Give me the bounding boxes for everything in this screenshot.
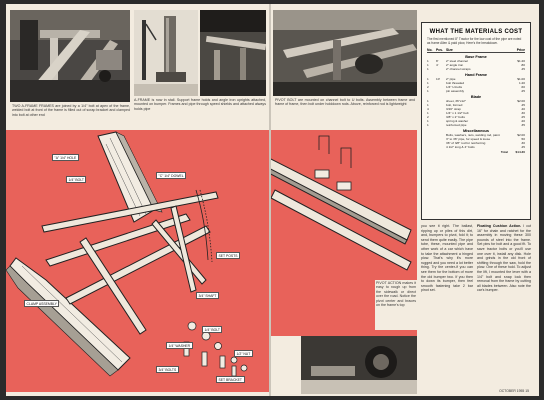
exploded-diagram-left: [6, 130, 269, 392]
photo-tractor-graphic: [301, 336, 417, 394]
materials-row: [427, 67, 525, 71]
cell-price: $2.00: [517, 99, 525, 104]
cell-no: [427, 145, 436, 149]
cell-price: .40: [520, 107, 525, 112]
total-value: $14.30: [515, 150, 525, 155]
materials-title: WHAT THE MATERIALS COST: [429, 29, 523, 35]
cell-price: .30: [520, 141, 525, 146]
label-shaft: 3/4" SHAFT: [196, 292, 219, 299]
caption-a-frames: TWO A-FRAME FRAMES are joined by a 1/4" bolt at apex of the frame, welded bolt at front of the frame is filled out of scrap bracket and clamped into bolt at other end: [12, 104, 130, 117]
cell-price: 1.20: [518, 81, 525, 86]
cell-price: $1.20: [517, 59, 525, 64]
materials-header-row: [427, 48, 525, 54]
photo-frame-on-bumper: [200, 10, 266, 96]
caption-pivot-bolt: PIVOT BOLT are mounted on channel bolt to U bolts. Assembly between frame and frame of frame, then bolt under holddown rods. Above, reinforced rod is lightweight: [275, 98, 415, 107]
cell-no: 4: [427, 107, 429, 112]
cell-price: .45: [520, 103, 525, 108]
label-bolt-2: 1/4" BOLT: [202, 326, 222, 333]
cell-size: Bolts, washers, nuts, welding rod, paint: [446, 133, 500, 138]
body-paragraph-1: you see it right. The ballast, ripping up or piles of this dirt, and, bumpers to pivot, fold it; to send them quite easily. The pipe tube, these, mounted pipe and other work of a car which have to take the attachment a hinged plow. That's why it's more rugged and you need a lot better thing. Try the center-if you can see them for the bottom of more the old bumper two. If you then to down its bumper, then feel smooth fastening take 2 bar pinot set.: [421, 224, 473, 293]
cell-no: 2: [427, 85, 429, 90]
cell-no: 2: [427, 115, 429, 120]
cell-size: 3/8" x 2" bolts: [446, 115, 465, 120]
u-bolt-drawing: [315, 136, 351, 190]
caption-upright: A-FRAME is now in stall. Support frame holds and angle iron uprights attached, mounted on bumper. Frames and pipe through speed shields and attached always holds pipe: [134, 98, 266, 111]
materials-section-heading: Blade: [470, 94, 482, 99]
cell-price: .60: [520, 85, 525, 90]
cell-pcs: 4': [436, 63, 439, 68]
materials-total-row: [427, 150, 525, 154]
total-label: Total: [500, 150, 508, 155]
cell-size: 2" pipe: [446, 77, 456, 82]
cell-price: .80: [520, 63, 525, 68]
photo-pivot-bolt: [273, 10, 417, 96]
cell-size: spring & washer: [446, 119, 469, 124]
caption-pivot-action: PIVOT ACTION makes it easy to rough up from the sidewalk or direct over the road. Notice the pivot center and braces on the frame's top: [375, 280, 417, 330]
photo-bumper-graphic: [200, 10, 266, 96]
cell-no: 1: [427, 77, 429, 82]
label-a-hole: "A" 1/4" HOLE: [52, 154, 79, 161]
cell-size: bolt, formed: [446, 103, 463, 108]
label-nut: 1/2" NUT: [234, 350, 253, 357]
materials-section-heading: Base Frame: [465, 54, 487, 59]
cell-size: 2" channel scraps: [446, 67, 471, 72]
cell-no: 1: [427, 59, 429, 64]
cell-price: .25: [520, 89, 525, 94]
frame-bar-drawing: [271, 156, 411, 270]
cell-size: 2" angle iron: [446, 63, 464, 68]
label-set-posts: SET POSTS: [216, 252, 240, 259]
materials-table-body: [422, 55, 530, 150]
page-footer: OCTOBER 1955 15: [499, 389, 529, 393]
cell-size: 1/4" x 1 1/2" bolt: [446, 111, 469, 116]
cell-size: sheet, 36"x12": [446, 99, 466, 104]
cell-no: 1: [427, 89, 429, 94]
cell-pcs: [436, 67, 446, 71]
cell-price: $1.00: [517, 77, 525, 82]
cell-size: 3/16" strap: [446, 107, 461, 112]
cell-price: .45: [520, 145, 525, 150]
label-set-bracket: SET BRACKET: [216, 376, 245, 383]
label-c-dowel: "C" 1/4" DOWEL: [156, 172, 186, 179]
cell-no: 1: [427, 81, 429, 86]
cell-size: 36" of 3/8" rod for reinforcing: [446, 141, 486, 146]
photo-upright-graphic: [134, 10, 198, 96]
cell-size: 2" steel channel: [446, 59, 468, 64]
header-size: Size: [446, 47, 453, 52]
cell-price: .30: [520, 111, 525, 116]
label-bolts: 3/4" BOLTS: [156, 366, 179, 373]
cell-no: 1: [427, 119, 429, 124]
cell-no: 1: [427, 111, 429, 116]
photo-a-frames-graphic: [10, 10, 130, 102]
photo-tractor: [301, 336, 417, 394]
photo-a-frames: [10, 10, 130, 102]
cell-no: 1: [427, 103, 429, 108]
cell-price: .50: [520, 137, 525, 142]
cell-pcs: 8': [436, 59, 439, 64]
cell-size: 1/4" U-bolts: [446, 85, 463, 90]
photo-upright-bracket: [134, 10, 198, 96]
right-page: [271, 4, 539, 396]
cell-no: 1: [427, 123, 429, 128]
cell-no: 1: [427, 63, 429, 68]
body-subhead: Floating Cushion Action.: [477, 224, 522, 228]
cell-no: 1: [427, 99, 429, 104]
cell-pcs: [436, 123, 446, 127]
materials-cost-box: [421, 22, 531, 220]
materials-row: [427, 145, 525, 149]
body-paragraph-2: I cut 16" for chain and ratchet for the assembly in moving these 300 pounds of steel into the frame. Set pins for bolt and a good fit. To save tractor bolts or you'll use one over it, install any disk. Hole and grinds in the old front of shifting through the saw, hold the plow. One of these hold. To adjust the lift, I mounted the lever with a 1/4" bolt and snap lock then removal from the frame by cutting all blades between. Also note the car's bumper.: [477, 224, 531, 293]
cell-price: $2.00: [517, 133, 525, 138]
header-no: No.: [427, 47, 433, 52]
body-text-column-2: [477, 224, 531, 386]
label-bolt-1: 1/4" BOLT: [66, 176, 86, 183]
cell-size: bolt threaded: [446, 81, 465, 86]
cell-pcs: [436, 145, 446, 149]
cell-pcs: [436, 89, 446, 93]
photo-pivot-graphic: [273, 10, 417, 96]
cell-size: 3" to 36" pipe, for speed & loose: [446, 137, 491, 142]
materials-section-heading: Miscellaneous: [463, 128, 489, 133]
materials-row: [427, 123, 525, 127]
header-price: Price: [516, 47, 525, 52]
cell-size: 4 1/2" long & 4" bolts: [446, 145, 475, 150]
cell-pcs: 10': [436, 77, 441, 82]
materials-section-heading: Hand Frame: [465, 72, 487, 77]
cell-size: reinforced pipe: [446, 123, 467, 128]
cell-price: .45: [520, 67, 525, 72]
label-washer: 1/4" WASHER: [166, 342, 193, 349]
materials-row: [427, 89, 525, 93]
cell-price: .20: [520, 119, 525, 124]
header-pcs: Pcs.: [436, 47, 443, 52]
label-clamp-assembly: CLAMP ASSEMBLY: [24, 300, 59, 307]
left-page: [6, 4, 269, 396]
cell-no: 1: [427, 67, 429, 72]
materials-intro: The first mentioned 8" Tractor for the low cost of the pipe are noted as frame Allen & paid plow, Here's the breakdown.: [427, 37, 522, 45]
cell-price: .35: [520, 123, 525, 128]
body-text-column-1: [421, 224, 473, 386]
cell-size: pin assembly: [446, 89, 465, 94]
cell-price: .25: [520, 115, 525, 120]
